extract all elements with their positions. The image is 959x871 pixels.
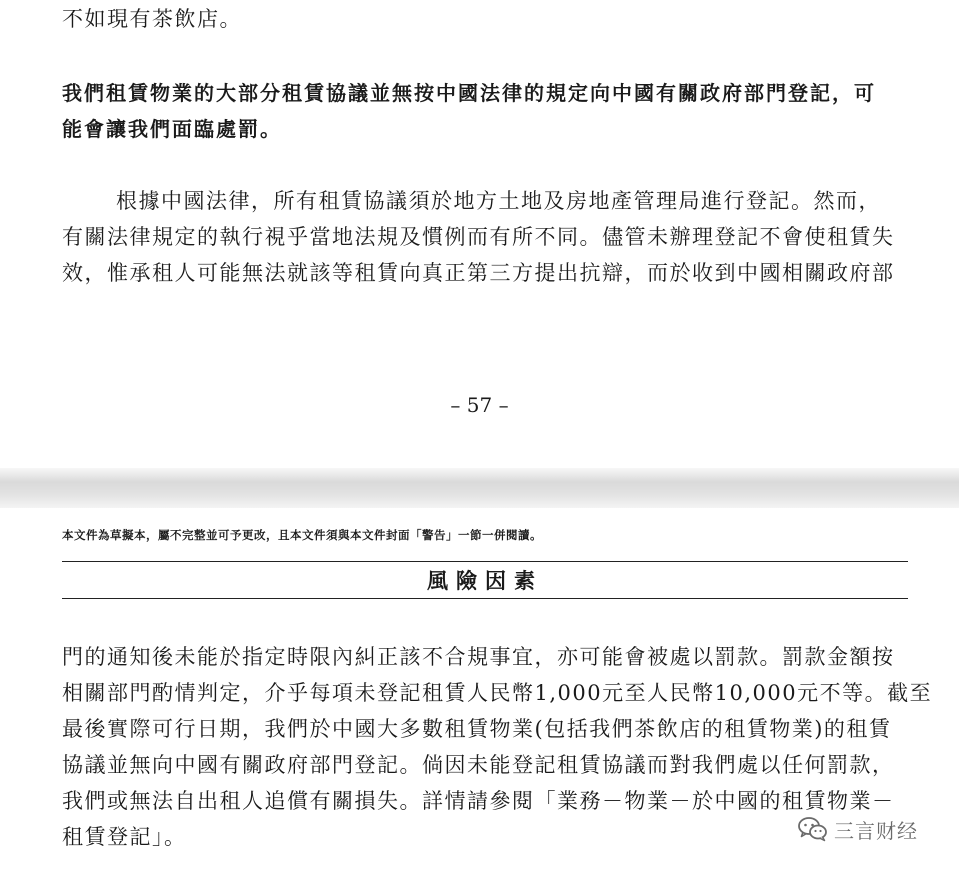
watermark-text: 三言财经: [834, 818, 918, 843]
paragraph-line: 效，惟承租人可能無法就該等租賃向真正第三方提出抗辯，而於收到中國相關政府部: [62, 261, 895, 285]
draft-notice: 本文件為草擬本，屬不完整並可予更改，且本文件須與本文件封面「警告」一節一併閱讀。: [62, 528, 542, 542]
paragraph-line: 協議並無向中國有關政府部門登記。倘因未能登記租賃協議而對我們處以任何罰款，: [62, 753, 895, 777]
risk-heading-line: 能會讓我們面臨處罰。: [62, 117, 282, 141]
section-rule-top: [62, 561, 908, 562]
paragraph-line: 我們或無法自出租人追償有關損失。詳情請參閱「業務－物業－於中國的租賃物業－: [62, 789, 895, 813]
paragraph-line: 根據中國法律，所有租賃協議須於地方土地及房地產管理局進行登記。然而，: [116, 189, 881, 213]
paragraph-line: 最後實際可行日期，我們於中國大多數租賃物業(包括我們茶飲店的租賃物業)的租賃: [62, 717, 892, 741]
paragraph-line: 相關部門酌情判定，介乎每項未登記租賃人民幣1,000元至人民幣10,000元不等。截至: [62, 681, 933, 705]
watermark: [798, 812, 918, 846]
paragraph-line: 有關法律規定的執行視乎當地法規及慣例而有所不同。儘管未辦理登記不會使租賃失: [62, 225, 895, 249]
paragraph-line: 租賃登記」。: [62, 825, 187, 849]
page-separator: [0, 468, 959, 508]
section-title: 風險因素: [427, 569, 543, 593]
text-line: 不如現有茶飲店。: [62, 7, 242, 31]
wechat-icon: [798, 816, 828, 842]
section-rule-bottom: [62, 598, 908, 599]
risk-heading-line: 我們租賃物業的大部分租賃協議並無按中國法律的規定向中國有關政府部門登記，可: [62, 81, 876, 105]
paragraph-line: 門的通知後未能於指定時限內糾正該不合規事宜，亦可能會被處以罰款。罰款金額按: [62, 645, 895, 669]
page-number: – 57 –: [450, 393, 509, 417]
